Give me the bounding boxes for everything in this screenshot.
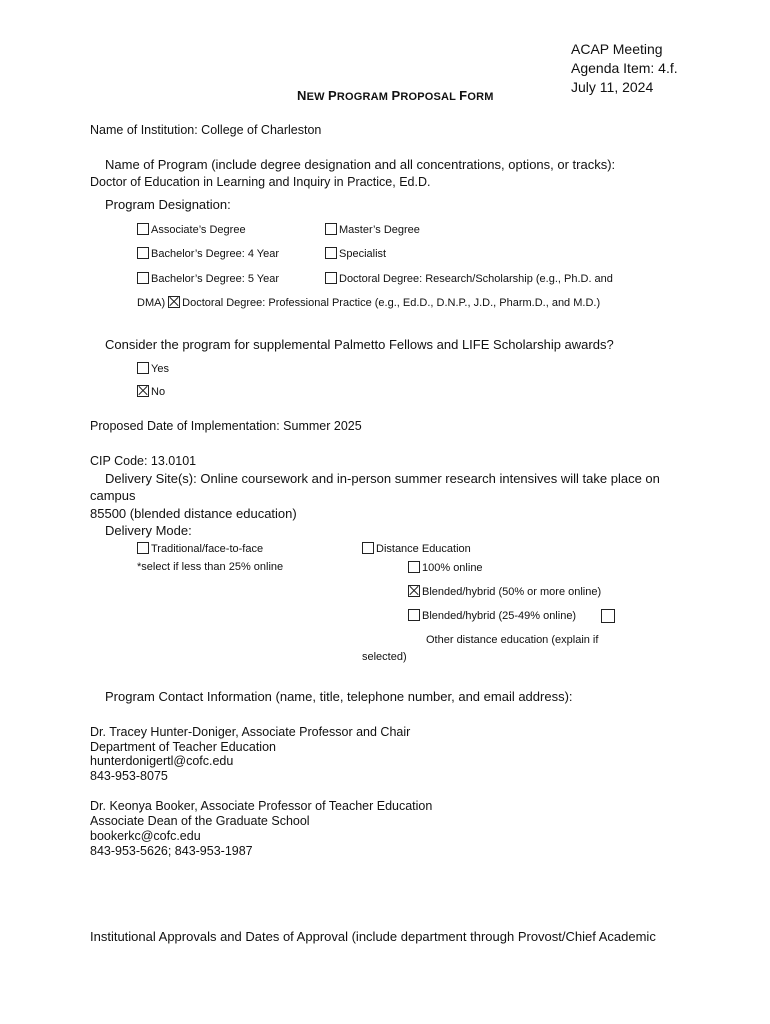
blended-50-option[interactable]: Blended/hybrid (50% or more online) [408, 585, 601, 598]
blended-25-option[interactable]: Blended/hybrid (25-49% online) [408, 609, 576, 622]
institutional-approvals-label: Institutional Approvals and Dates of Approval (include department through Provost/Chief Academic [90, 929, 656, 944]
associate-degree-option[interactable]: Associate’s Degree [137, 223, 246, 236]
checkbox-icon[interactable] [137, 542, 149, 554]
traditional-option[interactable]: Traditional/face-to-face [137, 542, 263, 555]
contact2-name: Dr. Keonya Booker, Associate Professor of Teacher Education [90, 799, 433, 813]
checkbox-icon[interactable] [362, 542, 374, 554]
checked-checkbox-icon[interactable] [137, 385, 149, 397]
delivery-mode-label: Delivery Mode: [105, 523, 192, 538]
institution-name: Name of Institution: College of Charleston [90, 123, 322, 137]
contact1-name: Dr. Tracey Hunter-Doniger, Associate Professor and Chair [90, 725, 411, 739]
scholarship-question: Consider the program for supplemental Palmetto Fellows and LIFE Scholarship awards? [105, 337, 614, 352]
header-agenda-item: Agenda Item: 4.f. [571, 60, 678, 76]
checked-checkbox-icon[interactable] [408, 585, 420, 597]
program-designation-label: Program Designation: [105, 197, 231, 212]
bachelor-5-year-option[interactable]: Bachelor’s Degree: 5 Year [137, 272, 279, 285]
contact2-email: bookerkc@cofc.edu [90, 829, 201, 843]
checkbox-icon[interactable] [137, 223, 149, 235]
contact2-department: Associate Dean of the Graduate School [90, 814, 310, 828]
contact2-phone: 843-953-5626; 843-953-1987 [90, 844, 253, 858]
header-date: July 11, 2024 [571, 79, 654, 95]
contact1-email: hunterdonigertl@cofc.edu [90, 754, 234, 768]
contact-info-label: Program Contact Information (name, title, telephone number, and email address): [105, 689, 573, 704]
checkbox-icon[interactable] [325, 272, 337, 284]
distance-education-option[interactable]: Distance Education [362, 542, 471, 555]
other-distance-option[interactable] [601, 608, 617, 626]
specialist-option[interactable]: Specialist [325, 247, 386, 260]
program-name-value: Doctor of Education in Learning and Inquiry in Practice, Ed.D. [90, 175, 431, 189]
header-meeting: ACAP Meeting [571, 41, 663, 57]
checkbox-icon[interactable] [408, 609, 420, 621]
form-title: NEW PROGRAM PROPOSAL FORM [297, 88, 494, 103]
checkbox-icon[interactable] [601, 609, 615, 623]
delivery-site-code: 85500 (blended distance education) [90, 506, 297, 521]
cip-code: CIP Code: 13.0101 [90, 454, 197, 468]
program-name-label: Name of Program (include degree designation and all concentrations, options, or tracks): [105, 157, 616, 172]
scholarship-no-option[interactable]: No [137, 385, 165, 398]
contact1-phone: 843-953-8075 [90, 769, 168, 783]
checkbox-icon[interactable] [408, 561, 420, 573]
other-distance-label-continued: selected) [362, 651, 407, 663]
online-100-option[interactable]: 100% online [408, 561, 483, 574]
checkbox-icon[interactable] [325, 223, 337, 235]
checked-checkbox-icon[interactable] [168, 296, 180, 308]
checkbox-icon[interactable] [137, 247, 149, 259]
implementation-date: Proposed Date of Implementation: Summer 2025 [90, 419, 362, 433]
checkbox-icon[interactable] [325, 247, 337, 259]
checkbox-icon[interactable] [137, 272, 149, 284]
scholarship-yes-option[interactable]: Yes [137, 362, 169, 375]
delivery-site-label: Delivery Site(s): Online coursework and in-person summer research intensives will take place on [105, 471, 660, 486]
masters-degree-option[interactable]: Master’s Degree [325, 223, 420, 236]
traditional-note: *select if less than 25% online [137, 561, 284, 573]
dma-continuation: DMA) [137, 297, 166, 309]
checkbox-icon[interactable] [137, 362, 149, 374]
other-distance-label: Other distance education (explain if [426, 634, 599, 646]
delivery-site-campus: campus [90, 488, 136, 503]
bachelor-4-year-option[interactable]: Bachelor’s Degree: 4 Year [137, 247, 279, 260]
doctoral-research-option[interactable]: Doctoral Degree: Research/Scholarship (e.g., Ph.D. and [325, 272, 613, 285]
contact1-department: Department of Teacher Education [90, 740, 276, 754]
doctoral-practice-option[interactable]: DMA) Doctoral Degree: Professional Practice (e.g., Ed.D., D.N.P., J.D., Pharm.D., and M.D.) [137, 297, 601, 309]
